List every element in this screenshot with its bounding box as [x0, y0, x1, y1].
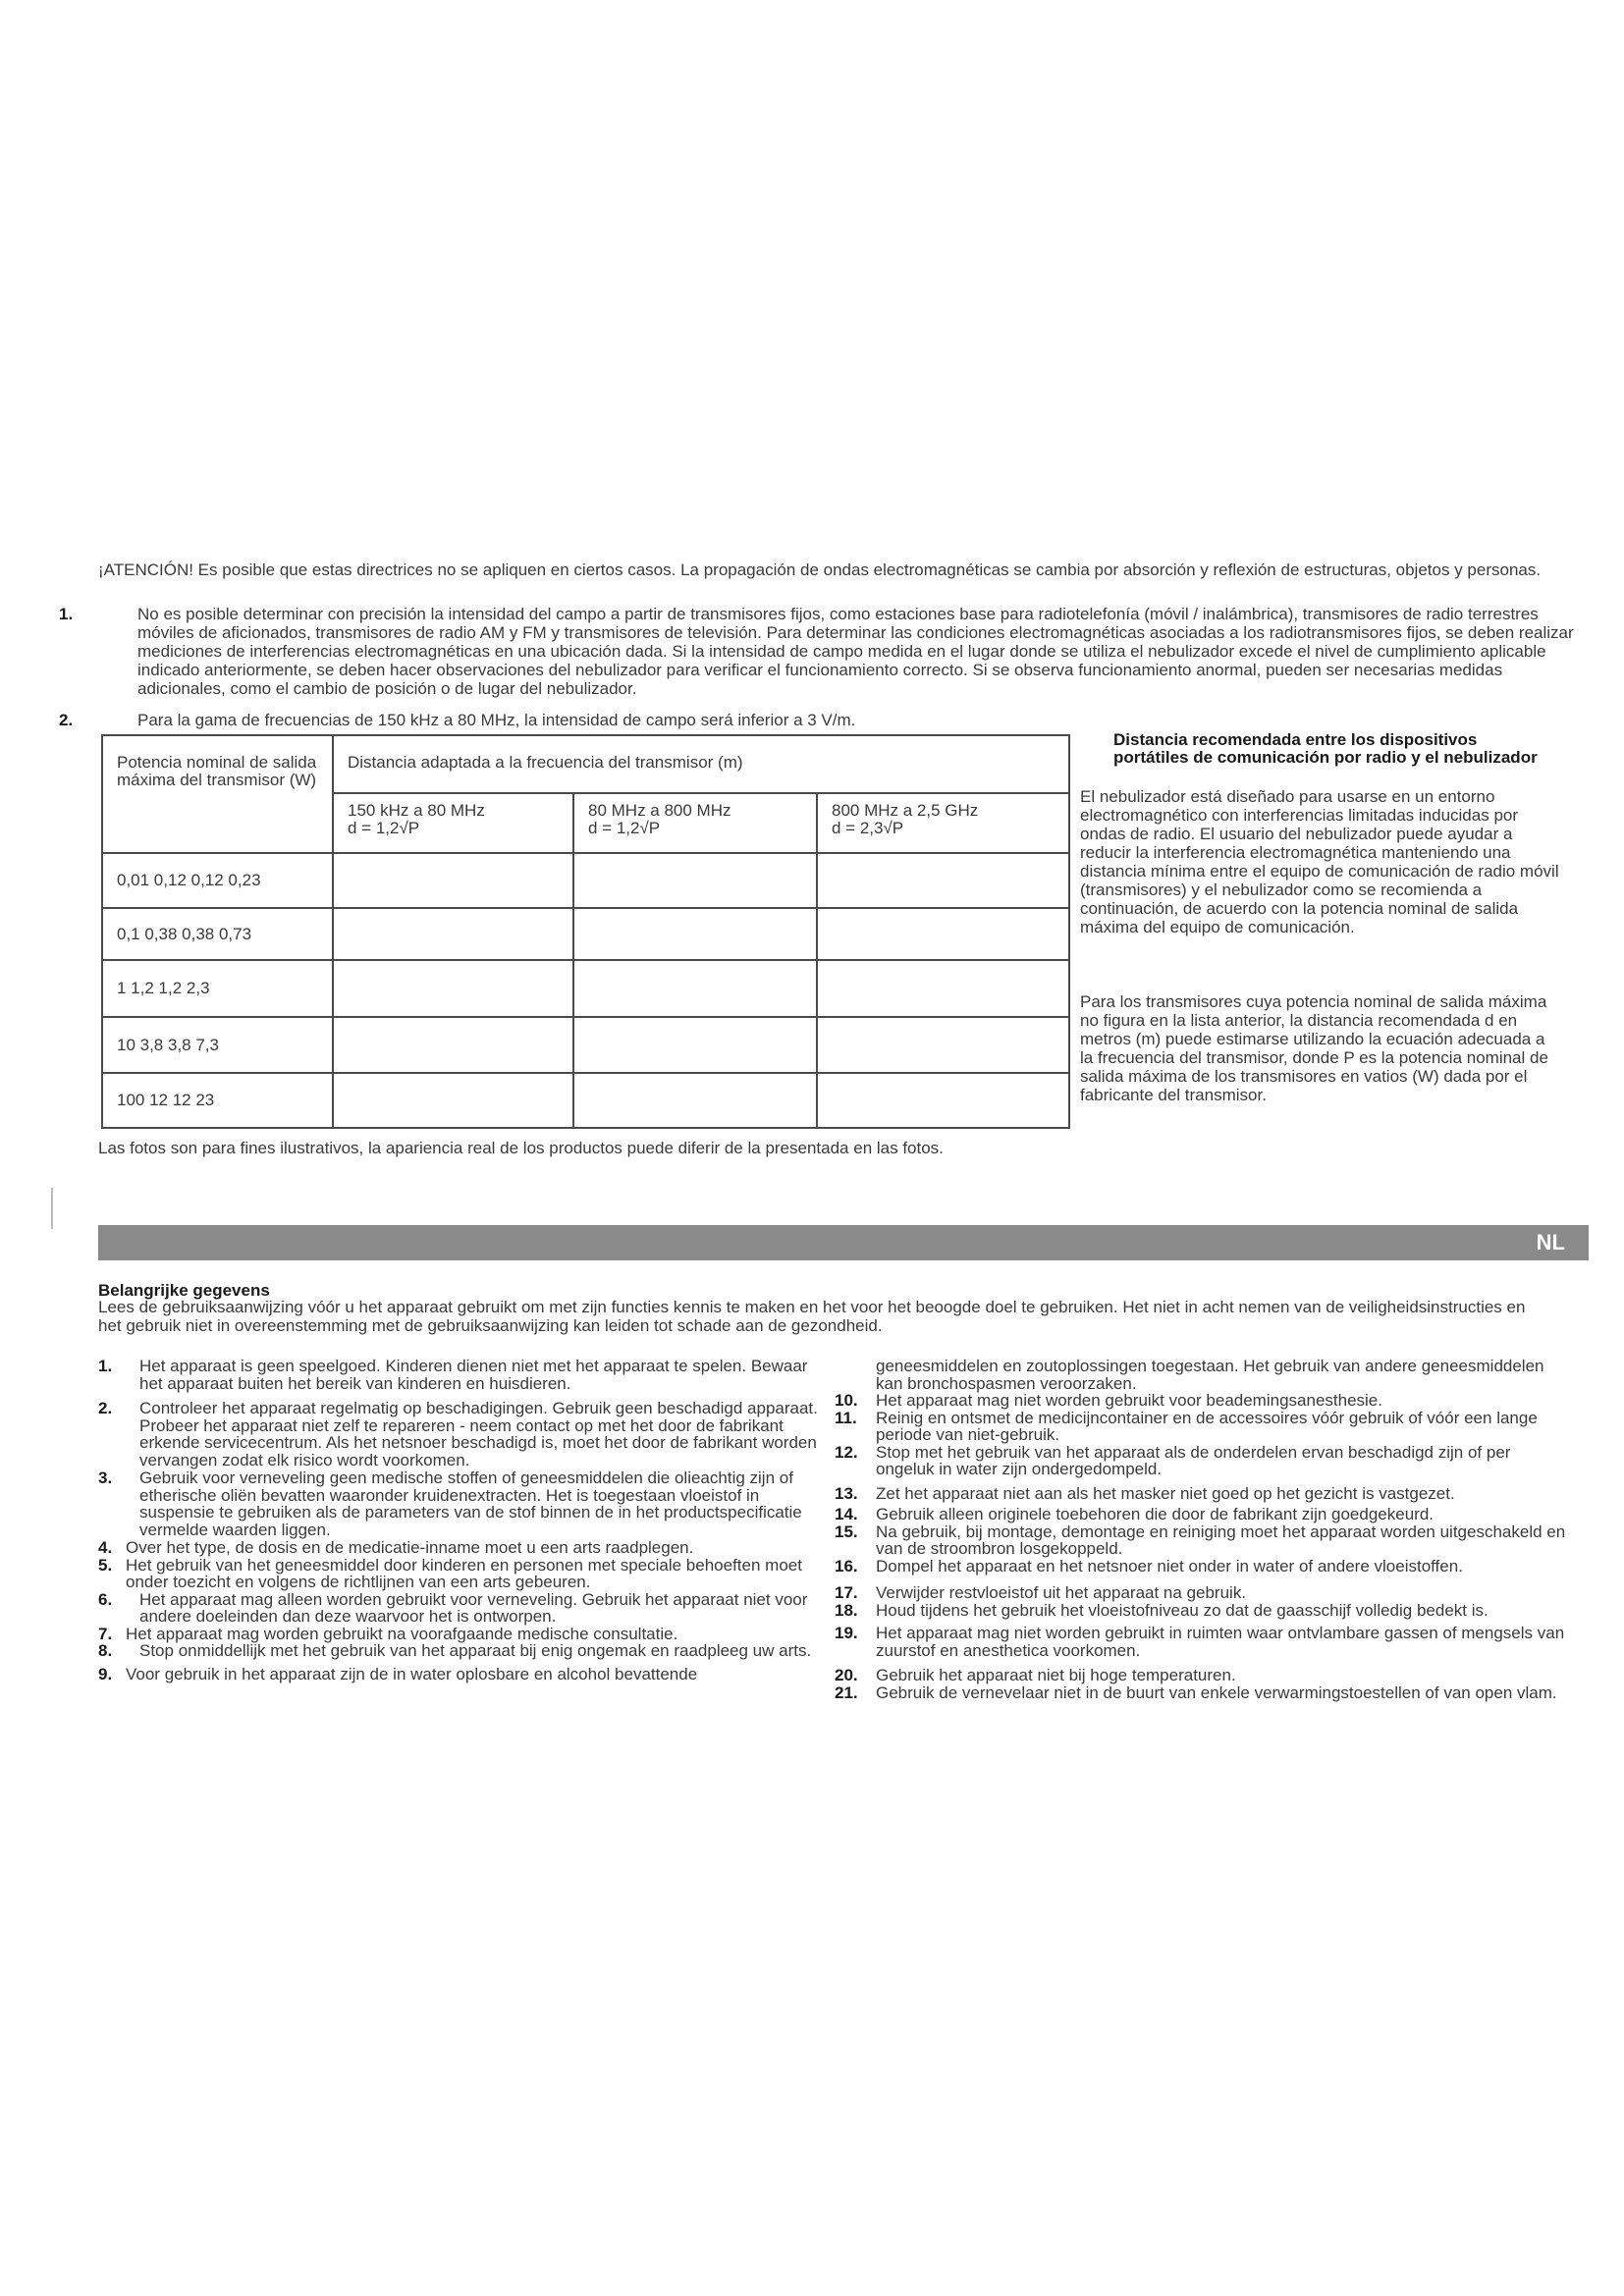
- distance-table: [101, 734, 1070, 1129]
- list-item-text: Controleer het apparaat regelmatig op beschadigingen. Gebruik geen beschadigd apparaat. Probeer het apparaat niet zelf te repareren - neem contact op met het door de fabrikant erkende servicecentrum. Als het netsnoer beschadigd is, moet het door de fabrikant worden vervangen zodat elk risico wordt voorkomen.: [139, 1399, 818, 1469]
- list-item: [98, 1591, 830, 1626]
- list-item-number: 20.: [835, 1666, 858, 1684]
- list-item-text: Houd tijdens het gebruik het vloeistofniveau zo dat de gaasschijf volledig bedekt is.: [876, 1600, 1489, 1620]
- table-cell: [333, 1073, 573, 1128]
- list-item: [835, 1558, 1571, 1575]
- table-cell: [573, 853, 817, 908]
- es-item-number: 1.: [59, 605, 74, 623]
- list-item-text: Het apparaat mag worden gebruikt na voorafgaande medische consultatie.: [126, 1624, 678, 1643]
- list-item-number: 17.: [835, 1583, 858, 1602]
- freq-formula: d = 2,3√P: [832, 818, 904, 837]
- list-item-number: 2.: [98, 1399, 113, 1417]
- list-item-number: 5.: [98, 1555, 113, 1575]
- list-item-number: 14.: [835, 1505, 858, 1523]
- list-item-number: 4.: [98, 1538, 113, 1557]
- table-cell: [817, 1073, 1069, 1128]
- list-item-number: 13.: [835, 1483, 858, 1503]
- table-row-label: 10 3,8 3,8 7,3: [102, 1017, 333, 1074]
- es-attention-text: ¡ATENCIÓN! Es posible que estas directrices no se apliquen en ciertos casos. La propagación de ondas electromagnéticas se cambia por absorción y reflexión de estructuras, objetos y personas.: [98, 561, 1542, 579]
- es-item-text: Para la gama de frecuencias de 150 kHz a 80 MHz, la intensidad de campo será inferior a 3 V/m.: [137, 711, 856, 729]
- list-item: [98, 1557, 830, 1591]
- list-item-text: Het apparaat mag niet worden gebruikt in ruimten waar ontvlambare gassen of mengsels van zuurstof en anesthetica voorkomen.: [876, 1624, 1565, 1660]
- list-item-text: Zet het apparaat niet aan als het masker niet goed op het gezicht is vastgezet.: [876, 1483, 1455, 1503]
- language-label: NL: [1536, 1230, 1565, 1255]
- language-bar: [98, 1225, 1589, 1260]
- list-item-number: 16.: [835, 1556, 858, 1575]
- es-item-text: No es posible determinar con precisión la intensidad del campo a partir de transmisores fijos, como estaciones base para radiotelefonía (móvil / inalámbrica), transmisores de radio terrestres móviles de aficionados, transmisores de radio AM y FM y transmisores de televisión. Para determinar las condiciones electromagnéticas asociadas a los radiotransmisores fijos, se deben realizar mediciones de interferencias electromagnéticas en una ubicación dada. Si la intensidad de campo medida en el lugar donde se utiliza el nebulizador excede el nivel de cumplimiento aplicable indicado anteriormente, se deben hacer observaciones del nebulizador para verificar el funcionamiento correcto. Si se observa funcionamiento anormal, pueden ser necesarias medidas adicionales, como el cambio de posición o de lugar del nebulizador.: [137, 605, 1574, 698]
- list-item-text: Het apparaat is geen speelgoed. Kinderen dienen niet met het apparaat te spelen. Bewaar het apparaat buiten het bereik van kinderen en huisdieren.: [139, 1357, 808, 1393]
- list-item: [98, 1539, 830, 1557]
- freq-range: 800 MHz a 2,5 GHz: [832, 800, 979, 820]
- list-item: [98, 1469, 830, 1538]
- list-item-number: 8.: [98, 1641, 113, 1660]
- list-item-text: Gebruik de vernevelaar niet in de buurt van enkele verwarmingstoestellen of van open vlam.: [876, 1682, 1557, 1702]
- table-cell: [573, 1017, 817, 1074]
- list-item-text: Over het type, de dosis en de medicatie-inname moet u een arts raadplegen.: [126, 1538, 694, 1557]
- nl-list-right-column: [835, 1358, 1571, 1701]
- list-item: [835, 1523, 1571, 1558]
- section-heading: Belangrijke gegevens: [98, 1281, 270, 1300]
- nl-list-left-column: [98, 1358, 830, 1682]
- margin-mark: [51, 1188, 53, 1229]
- list-item-number: 18.: [835, 1600, 858, 1620]
- list-item-text: Gebruik voor verneveling geen medische stoffen of geneesmiddelen die olieachtig zijn of etherische oliën bevatten waaronder kruidenextracten. Het is toegestaan vloeistof in suspensie te gebruiken als de parameters van de stof binnen de in het productspecificatie vermelde waarden liggen.: [139, 1468, 802, 1539]
- list-item-text: Het apparaat mag niet worden gebruikt voor beademingsanesthesie.: [876, 1391, 1382, 1410]
- list-item-continuation: geneesmiddelen en zoutoplossingen toegestaan. Het gebruik van andere geneesmiddelen kan bronchospasmen veroorzaken.: [876, 1357, 1544, 1393]
- list-item-text: Stop met het gebruik van het apparaat als de onderdelen ervan beschadigd zijn of per ongeluk in water zijn ondergedompeld.: [876, 1442, 1511, 1478]
- table-cell: [333, 908, 573, 960]
- list-item-text: Verwijder restvloeistof uit het apparaat na gebruik.: [876, 1583, 1247, 1602]
- list-item-text: Het apparaat mag alleen worden gebruikt voor verneveling. Gebruik het apparaat niet voor andere doeleinden dan deze waarvoor het is ontworpen.: [139, 1589, 808, 1626]
- list-item-number: 21.: [835, 1682, 858, 1702]
- list-item: [835, 1667, 1571, 1684]
- list-item: [98, 1358, 830, 1392]
- list-item: [835, 1584, 1571, 1602]
- table-row-label: 0,01 0,12 0,12 0,23: [102, 853, 333, 908]
- es-list-item-1: [59, 605, 1581, 698]
- list-item: [835, 1506, 1571, 1523]
- list-item: [835, 1410, 1571, 1444]
- es-list-item-2: [59, 711, 1218, 729]
- table-cell: [333, 1017, 573, 1074]
- freq-formula: d = 1,2√P: [588, 818, 661, 837]
- list-item-number: 10.: [835, 1391, 858, 1410]
- list-item-number: 1.: [98, 1357, 113, 1375]
- table-subheader-2: [573, 793, 817, 854]
- list-item-text: Het gebruik van het geneesmiddel door kinderen en personen met speciale behoeften moet onder toezicht en volgens de richtlijnen van een arts gebeuren.: [126, 1555, 802, 1591]
- table-cell: [333, 960, 573, 1017]
- list-item-text: Voor gebruik in het apparaat zijn de in water oplosbare en alcohol bevattende: [126, 1664, 698, 1683]
- photos-disclaimer: Las fotos son para fines ilustrativos, la apariencia real de los productos puede diferir de la presentada en las fotos.: [98, 1139, 944, 1157]
- list-item: [835, 1485, 1571, 1503]
- list-item: [835, 1602, 1571, 1620]
- list-item: [835, 1444, 1571, 1478]
- table-cell: [573, 1073, 817, 1128]
- list-item-number: 15.: [835, 1522, 858, 1541]
- list-item: [98, 1666, 830, 1683]
- list-item-text: Stop onmiddellijk met het gebruik van het apparaat bij enig ongemak en raadpleeg uw arts.: [139, 1641, 812, 1660]
- list-item: [98, 1642, 830, 1660]
- table-cell: [817, 960, 1069, 1017]
- list-item-number: 7.: [98, 1624, 113, 1643]
- table-cell: [333, 853, 573, 908]
- freq-range: 80 MHz a 800 MHz: [588, 800, 731, 820]
- table-row-label: 0,1 0,38 0,38 0,73: [102, 908, 333, 960]
- list-item-number: 3.: [98, 1468, 113, 1487]
- table-subheader-3: [817, 793, 1069, 854]
- table-cell: [573, 908, 817, 960]
- list-item: [98, 1400, 830, 1468]
- list-item-number: 12.: [835, 1442, 858, 1462]
- list-item-text: Dompel het apparaat en het netsnoer niet onder in water of andere vloeistoffen.: [876, 1556, 1463, 1575]
- table-row-label: 1 1,2 1,2 2,3: [102, 960, 333, 1017]
- list-item: [835, 1392, 1571, 1410]
- recommended-distance-title: Distancia recomendada entre los dispositivos portátiles de comunicación por radio y el nebulizador: [1113, 730, 1538, 767]
- table-cell: [817, 853, 1069, 908]
- list-item-number: 19.: [835, 1624, 858, 1642]
- table-cell: [573, 960, 817, 1017]
- list-item: [98, 1626, 830, 1643]
- table-cell: [817, 1017, 1069, 1074]
- list-item-number: 9.: [98, 1664, 113, 1683]
- list-item-number: 11.: [835, 1408, 857, 1427]
- list-item-number: 6.: [98, 1589, 113, 1609]
- freq-range: 150 kHz a 80 MHz: [348, 800, 485, 820]
- table-header-distance: Distancia adaptada a la frecuencia del transmisor (m): [333, 735, 1069, 793]
- table-cell: [817, 908, 1069, 960]
- list-item-text: Na gebruik, bij montage, demontage en reiniging moet het apparaat worden uitgeschakeld en van de stroombron losgekoppeld.: [876, 1522, 1566, 1558]
- list-item-text: Reinig en ontsmet de medicijncontainer en de accessoires vóór gebruik of vóór een lange periode van niet-gebruik.: [876, 1408, 1538, 1444]
- list-item-text: Gebruik het apparaat niet bij hoge temperaturen.: [876, 1666, 1236, 1684]
- table-header-power: Potencia nominal de salida máxima del transmisor (W): [102, 735, 333, 853]
- table-row-label: 100 12 12 23: [102, 1073, 333, 1128]
- list-item: [835, 1684, 1571, 1702]
- intro-text: Lees de gebruiksaanwijzing vóór u het apparaat gebruikt om met zijn functies kennis te maken en het voor het beoogde doel te gebruiken. Het niet in acht nemen van de veiligheidsinstructies en het gebruik niet in overeenstemming met de gebruiksaanwijzing kan leiden tot schade aan de gezondheid.: [98, 1298, 1526, 1335]
- freq-formula: d = 1,2√P: [348, 818, 420, 837]
- list-item: [835, 1625, 1571, 1659]
- list-item-text: Gebruik alleen originele toebehoren die door de fabrikant zijn goedgekeurd.: [876, 1505, 1434, 1523]
- table-subheader-1: [333, 793, 573, 854]
- recommended-distance-paragraph-1: El nebulizador está diseñado para usarse en un entorno electromagnético con interferencias limitadas inducidas por ondas de radio. El usuario del nebulizador puede ayudar a reducir la interferencia electromagnética manteniendo una distancia mínima entre el equipo de comunicación de radio móvil (transmisores) y el nebulizador como se recomienda a continuación, de acuerdo con la potencia nominal de salida máxima del equipo de comunicación.: [1080, 787, 1559, 936]
- es-item-number: 2.: [59, 711, 74, 729]
- recommended-distance-paragraph-2: Para los transmisores cuya potencia nominal de salida máxima no figura en la lista anterior, la distancia recomendada d en metros (m) puede estimarse utilizando la ecuación adecuada a la frecuencia del transmisor, donde P es la potencia nominal de salida máxima de los transmisores en vatios (W) dada por el fabricante del transmisor.: [1080, 992, 1548, 1104]
